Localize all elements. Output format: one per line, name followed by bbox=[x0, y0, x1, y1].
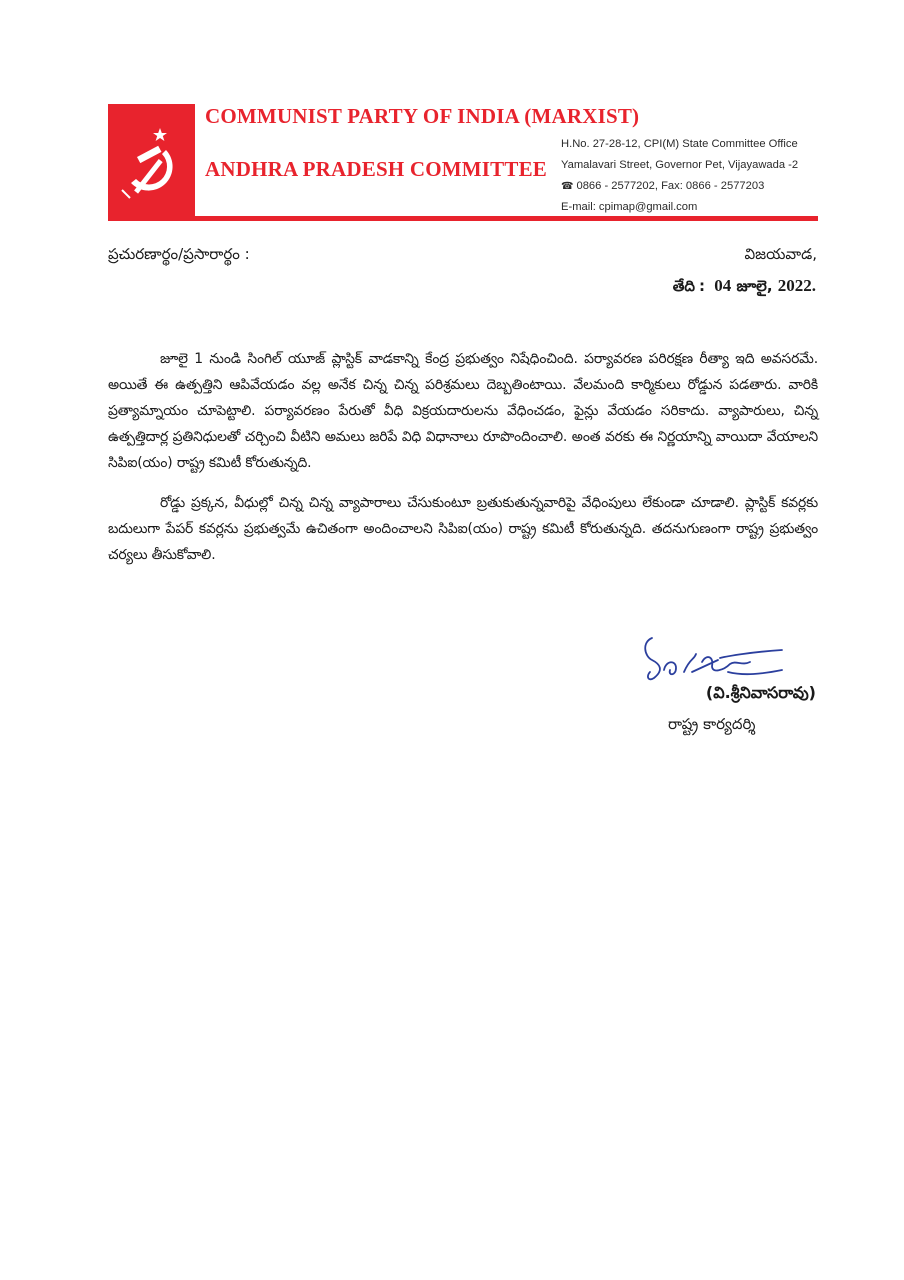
date-day: 04 bbox=[714, 276, 732, 295]
signatory-name: (వి.శ్రీనివాసరావు) bbox=[705, 683, 816, 702]
phone-fax-line bbox=[561, 178, 823, 199]
date-year: 2022. bbox=[777, 276, 816, 295]
committee-name: ANDHRA PRADESH COMMITTEE bbox=[205, 157, 547, 181]
place: విజయవాడ, bbox=[744, 245, 817, 263]
hammer-sickle-icon bbox=[108, 104, 195, 221]
party-logo bbox=[108, 104, 195, 221]
letter-body bbox=[108, 346, 818, 582]
date-month: జూలై, bbox=[736, 277, 773, 295]
party-name: COMMUNIST PARTY OF INDIA (MARXIST) bbox=[205, 104, 640, 128]
body-paragraph-1: జూలై 1 నుండి సింగిల్ యూజ్ ప్లాస్టిక్ వాడకాన్ని కేంద్ర ప్రభుత్వం నిషేధించింది. పర్యావరణ పరిరక్షణ రీత్యా ఇది అవసరమే. అయితే ఈ ఉత్పత్తిని ఆపివేయడం వల్ల అనేక చిన్న చిన్న పరిశ్రమలు దెబ్బతింటాయి. వేలమంది కార్మికులు రోడ్డున పడతారు. వారికి ప్రత్యామ్నాయం చూపెట్టాలి. పర్యావరణం పేరుతో వీధి విక్రయదారులను వేధించడం, ఫైన్లు వేయడం సరికాదు. వ్యాపారులు, చిన్న ఉత్పత్తిదార్ల ప్రతినిధులతో చర్చించి వీటిని అమలు జరిపే విధి విధానాలు రూపొందించాలి. అంత వరకు ఈ నిర్ణయాన్ని వాయిదా వేయాలని సిపిఐ(యం) రాష్ట్ర కమిటీ కోరుతున్నది. bbox=[108, 351, 818, 471]
contact-block bbox=[561, 136, 823, 220]
address-line-1: H.No. 27-28-12, CPI(M) State Committee Office bbox=[561, 138, 798, 150]
signatory-title: రాష్ట్ర కార్యదర్శి bbox=[668, 715, 756, 733]
date-line: తేది : 04 జూలై, 2022. bbox=[672, 276, 816, 295]
telephone-icon: ☎ bbox=[561, 181, 574, 192]
date-prefix: తేది bbox=[672, 277, 695, 295]
release-label: ప్రచురణార్థం/ప్రసారార్థం : bbox=[108, 245, 250, 263]
address-line-2: Yamalavari Street, Governor Pet, Vijayawada -2 bbox=[561, 159, 799, 171]
letterhead-divider bbox=[195, 216, 818, 221]
email-line: E-mail: cpimap@gmail.com bbox=[561, 201, 698, 213]
body-paragraph-2: రోడ్డు ప్రక్కన, వీధుల్లో చిన్న చిన్న వ్యాపారాలు చేసుకుంటూ బ్రతుకుతున్నవారిపై వేధింపులు లేకుండా చూడాలి. ప్లాస్టిక్ కవర్లకు బదులుగా పేపర్ కవర్లను ప్రభుత్వమే ఉచితంగా అందించాలని సిపిఐ(యం) రాష్ట్ర కమిటీ కోరుతున్నది. తదనుగుణంగా రాష్ట్ర ప్రభుత్వం చర్యలు తీసుకోవాలి. bbox=[108, 495, 818, 563]
handwritten-signature bbox=[632, 630, 792, 688]
phone-fax-text: 0866 - 2577202, Fax: 0866 - 2577203 bbox=[576, 180, 765, 192]
